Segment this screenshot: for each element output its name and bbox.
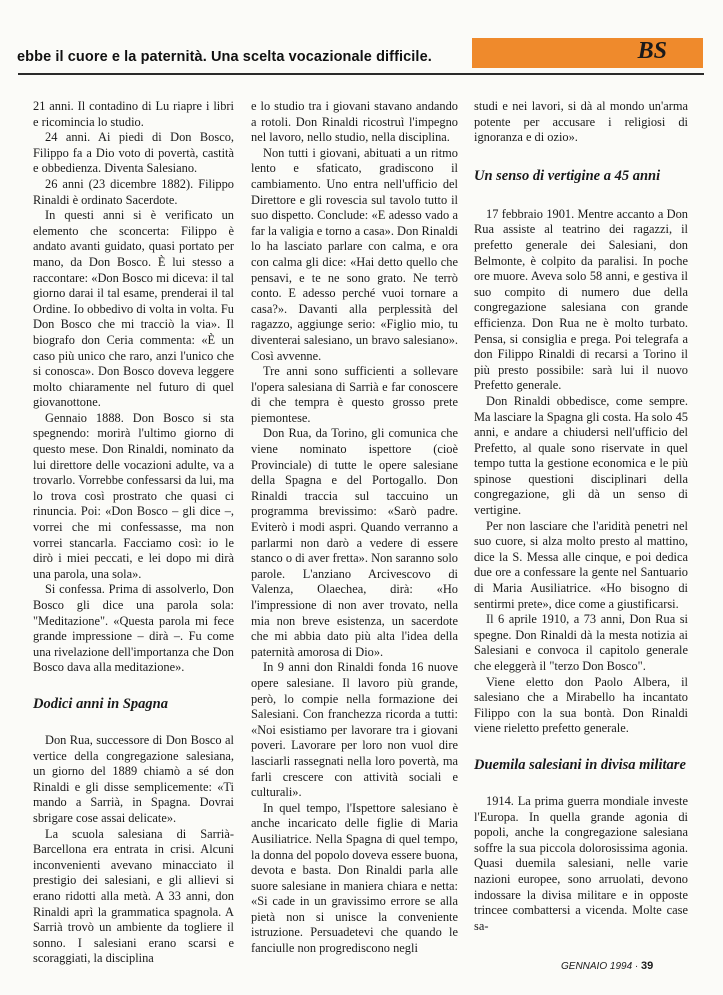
paragraph: In 9 anni don Rinaldi fonda 16 nuove opere salesiane. Il lavoro più grande, però, lo compie nella formazione dei Salesiani. Con franchezza ricorda a tutti: «Noi esistiamo per lavorare tra i giovani poveri. Lavorare per loro non vuol dire lasciarli rassegnati nella loro povertà, ma farli crescere con attività sociali e culturali». xyxy=(251,660,458,800)
column-2 xyxy=(251,99,458,957)
header-rule xyxy=(18,73,704,75)
paragraph: Viene eletto don Paolo Albera, il salesiano che a Mirabello ha incantato Filippo con la sua bontà. Don Rinaldi viene rieletto prefetto generale. xyxy=(474,674,688,736)
paragraph: Tre anni sono sufficienti a sollevare l'opera salesiana di Sarrià e far conoscere di che tempra è questo grosso prete piemontese. xyxy=(251,364,458,425)
paragraph: 26 anni (23 dicembre 1882). Filippo Rinaldi è ordinato Sacerdote. xyxy=(33,176,234,207)
bs-badge xyxy=(472,38,703,68)
paragraph: Si confessa. Prima di assolverlo, Don Bosco gli dice una parola sola: "Meditazione". «Questa parola mi fece grande impressione – dirà –. Fu come una rivelazione dell'importanza che Don Bosco dava alla meditazione». xyxy=(33,582,234,675)
subheading: Un senso di vertigine a 45 anni xyxy=(474,167,661,184)
paragraph: Gennaio 1888. Don Bosco si sta spegnendo: morirà l'ultimo giorno di questo mese. Don Rinaldi, nominato da lui direttore delle vocazioni adulte, va a trovarlo. Vorrebbe confessarsi da lui, ma lo trova così prostrato che quasi ci rinuncia. Poi: «Don Bosco – gli dice –, vorrei che mi confessasse, ma non vorrei stancarla. Facciamo così: io le dirò i miei peccati, e lei dopo mi dirà una parola, una sola». xyxy=(33,410,234,581)
column-3 xyxy=(474,99,688,934)
paragraph: Don Rinaldi obbedisce, come sempre. Ma lasciare la Spagna gli costa. Ha solo 45 anni, e andare a chiudersi nell'ufficio del Prefetto, al quale sono riservate in quel tempo tutta la gestione economica e le più spinose questioni disciplinari della congregazione, gli dà un senso di vertigine. xyxy=(474,393,688,518)
paragraph: Non tutti i giovani, abituati a un ritmo lento e sfaticato, gradiscono il cambiamento. Uno entra nell'ufficio del Direttore e gli rovescia sul tavolo tutto il suo dispetto. Conclude: «E adesso vado a far la valigia e torno a casa». Don Rinaldi lo ha lasciato parlare con calma, e ora con calma gli dice: «Hai detto quello che pensavi, e te ne sono grato. Ne terrò conto. E adesso perché vuoi tornare a casa?». Davanti alla perplessità del ragazzo, aggiunge serio: «Figlio mio, tu diventerai salesiano, un bravo salesiano». Così avvenne. xyxy=(251,145,458,363)
issue-label: GENNAIO 1994 · xyxy=(561,961,639,972)
paragraph: studi e nei lavori, si dà al mondo un'arma potente per accusare i religiosi di ignoranza e di ozio». xyxy=(474,99,688,145)
paragraph: In questi anni si è verificato un elemento che sconcerta: Filippo è andato avanti guidato, quasi portato per mano, da Don Bosco. È lui stesso a raccontare: «Don Bosco mi diceva: il tal giorno darai il tal esame, prenderai il tal Ordine. Io obbedivo di volta in volta. Fu Don Bosco che mi tracciò la via». Il biografo don Ceria commenta: «È un caso più unico che raro, anzi l'unico che si conosca». Don Bosco doveva leggere molto chiaramente nel futuro di quel giovanottone. xyxy=(33,208,234,410)
paragraph: Il 6 aprile 1910, a 73 anni, Don Rua si spegne. Don Rinaldi dà la mesta notizia ai Salesiani e convoca il capitolo generale che eleggerà il "terzo Don Bosco". xyxy=(474,612,688,673)
paragraph: Per non lasciare che l'aridità penetri nel suo cuore, si alza molto presto al mattino, dice la S. Messa alle cinque, e poi dedica due ore a confessare la gente nel Santuario di Maria Ausiliatrice. «Ho bisogno di sentirmi prete», dice come a giustificarsi. xyxy=(474,518,688,611)
paragraph: e lo studio tra i giovani stavano andando a rotoli. Don Rinaldi ricostruì l'impegno nel lavoro, nello studio, nella disciplina. xyxy=(251,99,458,145)
subheading: Duemila salesiani in divisa militare xyxy=(474,756,686,773)
paragraph: 24 anni. Ai piedi di Don Bosco, Filippo fa a Dio voto di povertà, castità e obbedienza. Diventa Salesiano. xyxy=(33,130,234,176)
page-number: 39 xyxy=(641,960,654,972)
paragraph: Don Rua, successore di Don Bosco al vertice della congregazione salesiana, un giorno del 1889 chiamò a sé don Rinaldi e gli disse semplicemente: «Ti mando a Sarrià, in Spagna. Dovrai sbrigare cose assai delicate». xyxy=(33,732,234,825)
paragraph: 1914. La prima guerra mondiale investe l'Europa. In quella grande agonia di popoli, anche la congregazione salesiana soffre la sua piccola dolorosissima agonia. Quasi duemila salesiani, nelle varie nazioni europee, sono arruolati, devono indossare la divisa militare e in opposte trincee combattersi a vicenda. Molte case sa- xyxy=(474,793,688,933)
running-title: ebbe il cuore e la paternità. Una scelta vocazionale difficile. xyxy=(17,49,432,65)
subheading: Dodici anni in Spagna xyxy=(33,695,168,712)
page-footer xyxy=(561,960,653,972)
paragraph: La scuola salesiana di Sarrià-Barcellona era entrata in crisi. Alcuni inconvenienti avevano minacciato il prestigio dei salesiani, e gli allievi si erano ridotti alla metà. A 33 anni, don Rinaldi aprì la grammatica spagnola. A Sarrià trovò un ambiente da togliere il sonno. I salesiani erano scarsi e scoraggiati, la disciplina xyxy=(33,826,234,966)
paragraph: Don Rua, da Torino, gli comunica che viene nominato ispettore (cioè Provinciale) di tutte le opere salesiane della Spagna e del Portogallo. Don Rinaldi traccia sul taccuino un programma brevissimo: «Sarò padre. Eviterò i modi aspri. Quando verranno a parlarmi non darò a vedere di essere stanco o di aver fretta». Non saranno solo parole. L'anziano Arcivescovo di Valenza, Olaechea, dirà: «Ho l'impressione di non aver trovato, nella mia non breve esistenza, un sacerdote che mi abbia dato più alta l'idea della paternità amorosa di Dio». xyxy=(251,426,458,659)
paragraph: In quel tempo, l'Ispettore salesiano è anche incaricato delle figlie di Maria Ausiliatrice. Nella Spagna di quel tempo, la donna del popolo doveva essere buona, devota e basta. Don Rinaldi parla alle suore salesiane in maniera chiara e netta: «Si cade in un gravissimo errore se alla pietà non si unisce la conveniente istruzione. Persuadetevi che quando le fanciulle non progrediscono negli xyxy=(251,800,458,956)
paragraph: 17 febbraio 1901. Mentre accanto a Don Rua assiste al teatrino dei ragazzi, il prefetto generale dei Salesiani, don Belmonte, è colpito da paralisi. In poche ore muore. Aveva solo 58 anni, e gestiva il suo compito di numero due della congregazione salesiana con grande efficienza. Don Rua ne è molto turbato. Pensa, si consiglia e prega. Poi telegrafa a don Filippo Rinaldi di recarsi a Torino il più presto possibile: sarà lui il nuovo Prefetto generale. xyxy=(474,206,688,393)
bs-badge-label: BS xyxy=(637,38,667,64)
column-1 xyxy=(33,99,234,967)
paragraph: 21 anni. Il contadino di Lu riapre i libri e ricomincia lo studio. xyxy=(33,99,234,129)
